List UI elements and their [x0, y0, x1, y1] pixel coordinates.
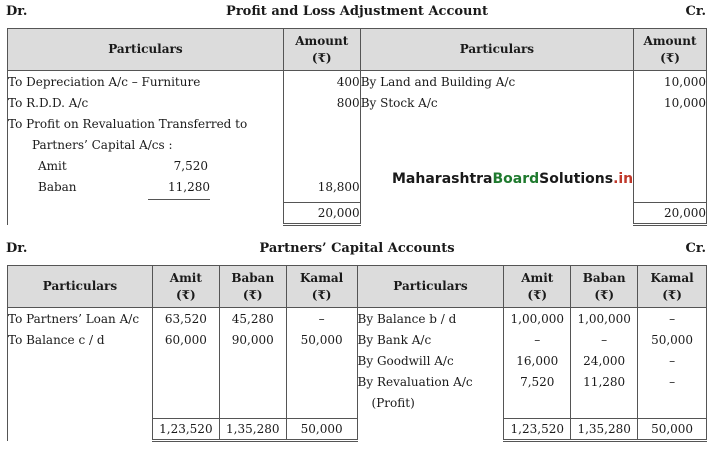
pl-debit-amount — [284, 135, 360, 156]
cap-credit-value: 11,280 — [583, 375, 626, 389]
cap-credit-particulars — [357, 308, 504, 419]
cap-credit-value: – — [669, 375, 676, 389]
cap-total-dr-amit: 1,23,520 — [152, 419, 219, 441]
cap-head-unit: (₹) — [662, 287, 682, 302]
pl-sub-row — [8, 177, 283, 198]
capital-table — [7, 265, 707, 442]
pl-debit-amounts — [283, 71, 360, 203]
cap-head-particulars-dr: Particulars — [8, 266, 153, 308]
cap-credit-item: By Balance b / d — [357, 312, 457, 326]
pl-head-amount-dr-label: Amount — [295, 33, 349, 48]
pl-debit-item: To Profit on Revaluation Transferred to — [8, 117, 248, 131]
pl-head-amount-cr-label: Amount — [643, 33, 697, 48]
pl-debit-item: Partners’ Capital A/cs : — [32, 138, 173, 152]
pl-head-amount-dr-unit: (₹) — [311, 50, 332, 65]
pl-credit-amount: 10,000 — [664, 96, 706, 110]
pl-head-amount-dr — [283, 29, 360, 71]
cap-debit-amit — [152, 308, 219, 419]
pl-sub-row — [8, 156, 283, 177]
cap-credit-value: – — [534, 333, 541, 347]
cap-credit-value: 24,000 — [583, 354, 626, 368]
pl-dr-label: Dr. — [6, 4, 28, 19]
watermark-part: Solutions — [539, 171, 614, 187]
pl-debit-amount — [284, 114, 360, 135]
pl-head-amount-cr — [634, 29, 707, 71]
cap-credit-value: 16,000 — [516, 354, 559, 368]
cap-total-dr-kamal: 50,000 — [286, 419, 357, 441]
cap-total-dr-blank — [8, 419, 153, 441]
cap-debit-value: – — [318, 312, 325, 326]
cap-credit-value: 7,520 — [520, 375, 555, 389]
watermark-part: .in — [613, 171, 634, 187]
cap-total-cr-blank — [357, 419, 504, 441]
cap-credit-item: By Revaluation A/c — [357, 375, 473, 389]
pl-sub-value: 11,280 — [148, 177, 210, 200]
cap-debit-baban — [219, 308, 286, 419]
cap-head-label: Kamal — [300, 270, 344, 285]
pl-sub-total: 18,800 — [317, 180, 360, 194]
watermark-logo — [392, 171, 633, 187]
cap-credit-value: 1,00,000 — [577, 312, 631, 326]
cap-credit-item: (Profit) — [371, 396, 415, 410]
cap-credit-value: 50,000 — [651, 333, 694, 347]
cap-dr-label: Dr. — [6, 241, 28, 256]
cap-credit-item: By Bank A/c — [357, 333, 432, 347]
cap-head-unit: (₹) — [242, 287, 263, 302]
pl-head-particulars-cr: Particulars — [360, 29, 633, 71]
cap-credit-value: – — [669, 312, 676, 326]
cap-total-cr-amit: 1,23,520 — [504, 419, 571, 441]
cap-debit-kamal — [286, 308, 357, 419]
cap-credit-baban — [571, 308, 638, 419]
pl-total-cr: 20,000 — [634, 203, 707, 225]
cap-head-label: Baban — [231, 270, 275, 285]
cap-head-unit: (₹) — [594, 287, 615, 302]
cap-head-amit-cr — [504, 266, 571, 308]
cap-head-label: Baban — [582, 270, 626, 285]
cap-debit-value: 45,280 — [231, 312, 274, 326]
pl-total-dr-blank — [8, 203, 284, 225]
cap-head-label: Kamal — [650, 270, 694, 285]
watermark-part: Maharashtra — [392, 171, 493, 187]
cap-head-amit-dr — [152, 266, 219, 308]
pl-cr-label: Cr. — [685, 4, 706, 19]
pl-total-dr: 20,000 — [283, 203, 360, 225]
cap-title: Partners’ Capital Accounts — [259, 241, 455, 256]
cap-head-unit: (₹) — [176, 287, 196, 302]
cap-head-label: Amit — [521, 270, 554, 285]
cap-credit-amit — [504, 308, 571, 419]
pl-head-amount-cr-unit: (₹) — [660, 50, 680, 65]
cap-head-particulars-cr: Particulars — [357, 266, 504, 308]
cap-credit-item: By Goodwill A/c — [357, 354, 454, 368]
cap-head-label: Amit — [169, 270, 202, 285]
cap-debit-value: 60,000 — [164, 333, 207, 347]
cap-head-unit: (₹) — [527, 287, 548, 302]
pl-credit-item: By Land and Building A/c — [360, 75, 516, 89]
cap-total-cr-kamal: 50,000 — [638, 419, 707, 441]
cap-credit-kamal — [638, 308, 707, 419]
pl-debit-item: To R.D.D. A/c — [8, 96, 89, 110]
cap-debit-item: To Partners’ Loan A/c — [8, 312, 140, 326]
cap-debit-value: 50,000 — [300, 333, 343, 347]
pl-sub-name: Amit — [38, 159, 67, 173]
cap-head-baban-dr — [219, 266, 286, 308]
pl-credit-amounts — [634, 71, 707, 203]
pl-credit-item: By Stock A/c — [360, 96, 438, 110]
cap-head-baban-cr — [571, 266, 638, 308]
pl-title: Profit and Loss Adjustment Account — [226, 4, 488, 19]
watermark-part: Board — [492, 171, 540, 187]
cap-credit-value: – — [669, 354, 676, 368]
pl-sub-value: 7,520 — [173, 159, 208, 173]
pl-debit-item: To Depreciation A/c – Furniture — [8, 75, 201, 89]
cap-total-dr-baban: 1,35,280 — [219, 419, 286, 441]
pl-total-cr-blank — [360, 203, 633, 225]
cap-credit-value: – — [601, 333, 608, 347]
cap-head-unit: (₹) — [311, 287, 332, 302]
cap-total-cr-baban: 1,35,280 — [571, 419, 638, 441]
cap-head-kamal-cr — [638, 266, 707, 308]
cap-head-kamal-dr — [286, 266, 357, 308]
pl-sub-name: Baban — [38, 180, 77, 194]
cap-debit-value: 90,000 — [231, 333, 274, 347]
pl-table — [7, 28, 707, 226]
cap-credit-value: 1,00,000 — [510, 312, 564, 326]
pl-credit-amount: 10,000 — [664, 75, 706, 89]
pl-debit-particulars — [8, 71, 284, 203]
cap-debit-item: To Balance c / d — [8, 333, 105, 347]
cap-debit-particulars — [8, 308, 153, 419]
cap-debit-value: 63,520 — [164, 312, 207, 326]
pl-debit-amount-blank — [284, 156, 360, 177]
cap-cr-label: Cr. — [685, 241, 706, 256]
pl-debit-amount: 400 — [336, 75, 360, 89]
pl-debit-amount: 800 — [336, 96, 360, 110]
pl-head-particulars-dr: Particulars — [8, 29, 284, 71]
